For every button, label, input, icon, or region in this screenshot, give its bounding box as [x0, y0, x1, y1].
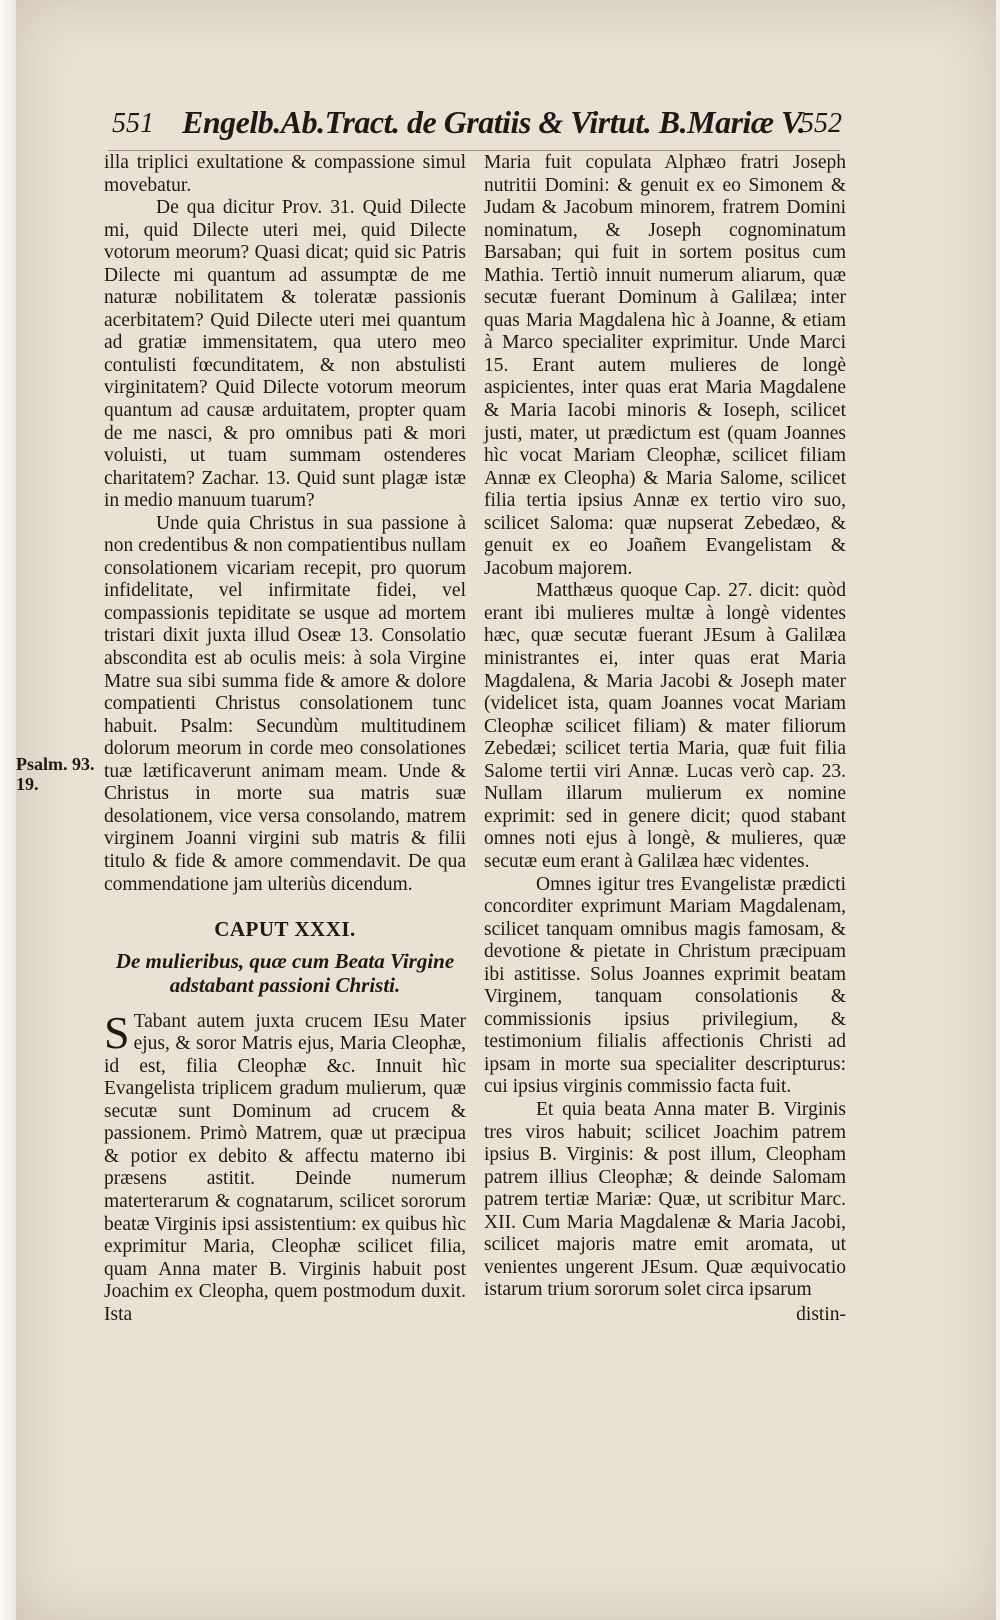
catchword: distin- [796, 1303, 846, 1325]
header-rule [108, 150, 840, 151]
page-header [112, 104, 842, 146]
chapter-heading: CAPUT XXXI. [214, 917, 356, 942]
paragraph: Et quia beata Anna mater B. Virginis tres viros habuit; scilicet Joachim patrem ipsius B. Virginis: & post illum, Cleopham patrem illius Cleophæ; & deinde Salomam patrem tertiæ Mariæ: Quæ, ut scribitur Marc. XII. Cum Maria Magdalenæ & Maria Jacobi, scilicet majoris matre emit aromata, ut venientes ungerent JEsum. Quæ æquivocatio istarum trium sororum solet circa ipsarum [484, 1098, 846, 1301]
paragraph: Matthæus quoque Cap. 27. dicit: quòd erant ibi mulieres multæ à longè videntes hæc, quæ secutæ fuerant JEsum à Galilæa ministrantes ei, inter quas erat Maria Magdalena, & Maria Jacobi & Joseph mater (videlicet ista, quam Joannes vocat Mariam Cleophæ scilicet filiam) & mater filiorum Zebedæi; scilicet tertia Maria, quæ fuit filia Salome tertii viri Annæ. Lucas verò cap. 23. Nullam illarum mulierum ex nomine exprimit: sed in genere dicit; quod stabant omnes noti ejus à longè, & mulieres, quæ secutæ eum erant à Galilæa hæc videntes. [484, 580, 846, 872]
paragraph: Maria fuit copulata Alphæo fratri Joseph nutritii Domini: & genuit ex eo Simonem & Judam & Jacobum minorem, fratrem Domini nominatum, & Joseph cognominatum Barsaban; qui fuit in sortem positus cum Mathia. Tertiò innuit numerum aliarum, quæ secutæ fuerant Dominum à Galilæa; inter quas Maria Magdalena hìc à Joanne, & etiam à Marco specialiter exprimitur. Unde Marci 15. Erant autem mulieres de longè aspicientes, inter quas erat Maria Magdalene & Maria Iacobi minoris & Ioseph, scilicet justi, mater, ut prædictum est (quam Joannes hìc vocat Mariam Cleophæ, scilicet filiam Annæ ex Cleopha) & Maria Salome, scilicet filia tertia ipsius Annæ ex tertio viro suo, scilicet Saloma: quæ nupserat Zebedæo, & genuit ex eo Joañem Evangelistam & Jacobum majorem. [484, 152, 846, 579]
margin-note: Psalm. 93. 19. [16, 754, 95, 794]
page-number-right: 552 [800, 108, 842, 139]
left-column [104, 152, 466, 1326]
drop-cap: S [104, 1006, 130, 1058]
paragraph: illa triplici exultatione & compassione simul movebatur. [104, 152, 466, 196]
paragraph-text: Tabant autem juxta crucem IEsu Mater ejus, & soror Matris ejus, Maria Cleophæ, id est, filia Cleophæ &c. Innuit hìc Evangelista triplicem gradum mulierum, quæ secutæ sunt Dominum ad crucem & passionem. Primò Matrem, quæ ut præcipua & potior ex debito & affectu materno ibi præsens astitit. Deinde numerum materterarum & cognatarum, scilicet sororum beatæ Virginis ipsi assistentium: ex quibus hìc exprimitur Maria, Cleophæ scilicet filia, quam Anna mater B. Virginis habuit post Joachim ex Cleopha, quem postmodum duxit. Ista [104, 1010, 466, 1325]
paragraph [104, 1006, 466, 1327]
running-title: Engelb.Ab.Tract. de Gratiis & Virtut. B.Mariæ V. [182, 104, 806, 140]
binding-edge [0, 0, 16, 1620]
right-column [484, 152, 846, 1326]
paragraph: Omnes igitur tres Evangelistæ prædicti concorditer exprimunt Mariam Magdalenam, scilicet tanquam omnibus magis famosam, & devotione & pietate in Christum præcipuam ibi astitisse. Solus Joannes exprimit beatam Virginem, tanquam consolationis & commissionis ipsius privilegium, & testimonium filialis affectionis Christi ad ipsam in morte sua specialiter descripturus: cui ipsius virginis commissio facta fuit. [484, 873, 846, 1098]
page-number-left: 551 [112, 108, 154, 139]
paragraph: De qua dicitur Prov. 31. Quid Dilecte mi, quid Dilecte uteri mei, quid Dilecte votorum meorum? Quasi dicat; quid sic Patris Dilecte mi quantum ad assumptæ de me naturæ nobilitatem & toleratæ passionis acerbitatem? Quid Dilecte uteri mei quantum ad gratiæ immensitatem, qua utero meo contulisti fœcunditatem, & non abstulisti virginitatem? Quid Dilecte votorum meorum quantum ad causæ arduitatem, propter quam de me nasci, & pro omnibus pati & mori voluisti, ut tuam summam ostenderes charitatem? Zachar. 13. Quid sunt plagæ istæ in medio manuum tuarum? [104, 197, 466, 512]
paragraph: Unde quia Christus in sua passione à non credentibus & non compatientibus nullam consolationem vicariam recepit, pro quorum infidelitate, vel infirmitate fidei, vel compassionis tepiditate se usque ad mortem tristari dixit juxta illud Oseæ 13. Consolatio abscondita est ab oculis meis: à sola Virgine Matre sua sibi summa fide & amore & dolore compatienti Christus consolationem tunc habuit. Psalm: Secundùm multitudinem dolorum meorum in corde meo consolationes tuæ lætificaverunt animam meam. Unde & Christus in morte sua matris suæ desolationem, vice versa consolando, matrem virginem Joanni virgini sub matris & filii titulo & fide & amore commendavit. De qua commendatione jam ulteriùs dicendum. [104, 512, 466, 895]
chapter-title: De mulieribus, quæ cum Beata Virgine adstabant passioni Christi. [115, 948, 455, 997]
